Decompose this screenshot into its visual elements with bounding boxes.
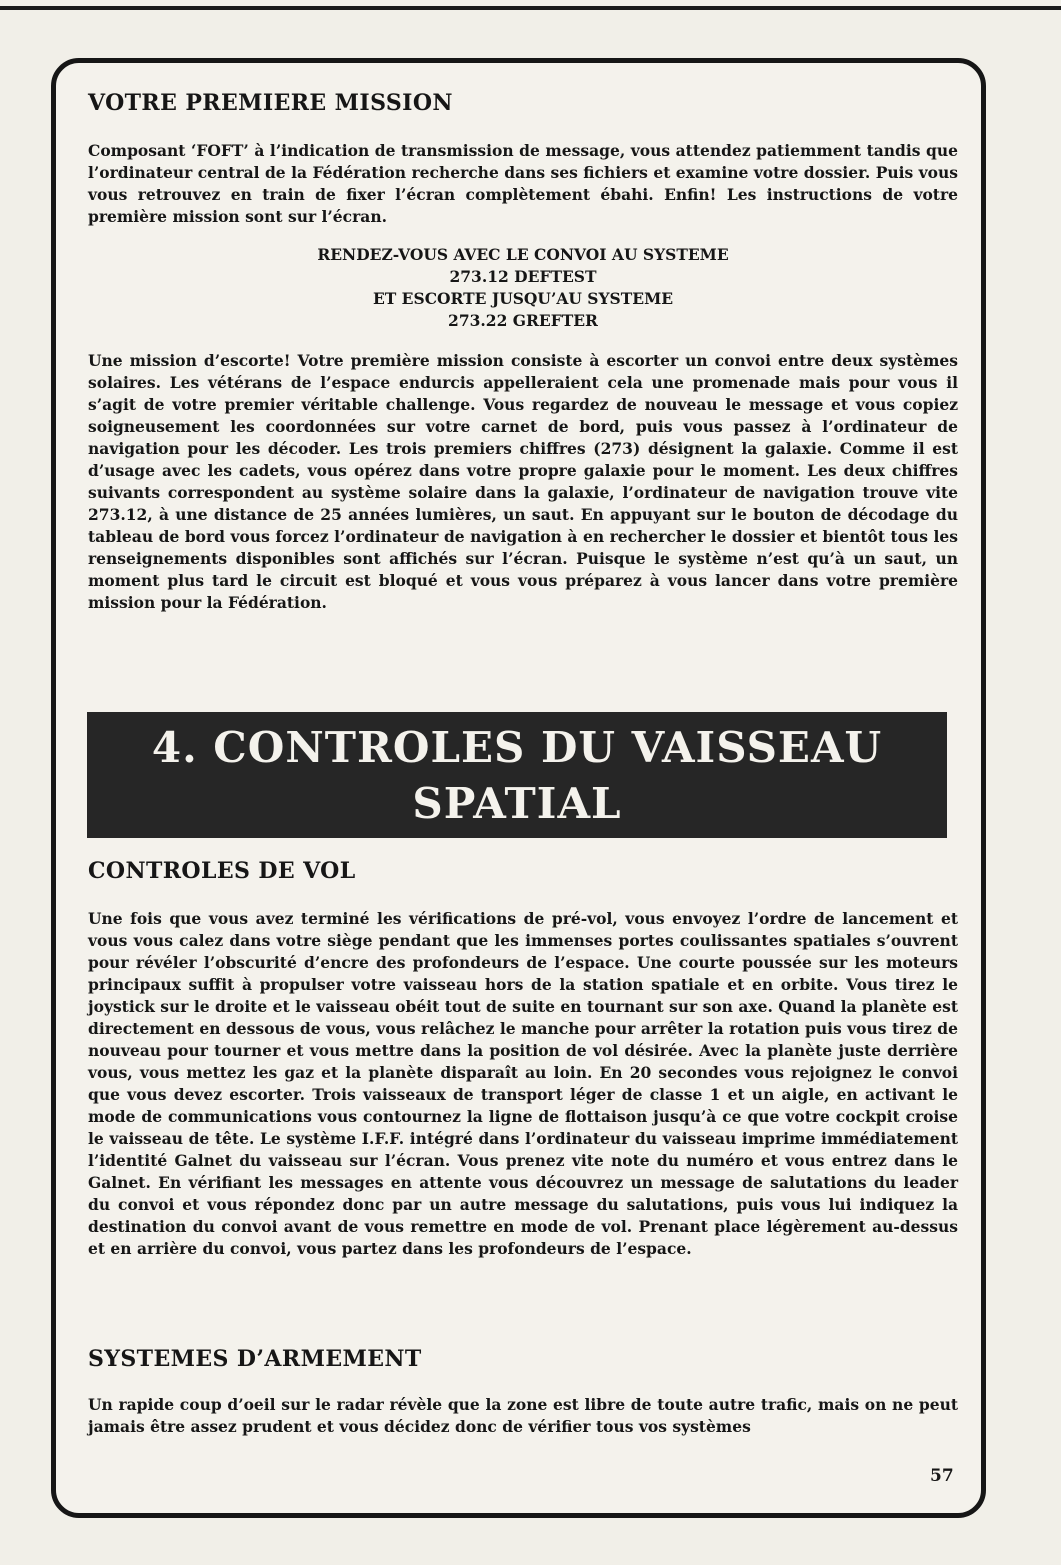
heading-weapons: SYSTEMES D’ARMEMENT [88, 1346, 422, 1372]
chapter-title-line-1: 4. CONTROLES DU VAISSEAU [151, 723, 883, 772]
section-first-mission [88, 88, 958, 614]
page-number: 57 [930, 1466, 954, 1486]
mission-instructions [88, 244, 958, 332]
paragraph-intro: Composant ‘FOFT’ à l’indication de transmission de message, vous attendez patiemment tandis que l’ordinateur central de la Fédération recherche dans ses fichiers et examine votre dossier. Puis vous vous retrouvez en train de fixer l’écran complètement ébahi. Enfin! Les instructions de votre première mission sont sur l’écran. [88, 141, 958, 226]
heading-flight-controls: CONTROLES DE VOL [88, 858, 356, 884]
instruction-line-4: 273.22 GREFTER [448, 311, 598, 330]
paragraph-weapons: Un rapide coup d’oeil sur le radar révèle que la zone est libre de toute autre trafic, mais on ne peut jamais être assez prudent et vous décidez donc de vérifier tous vos systèmes [88, 1395, 958, 1436]
instruction-line-1: RENDEZ-VOUS AVEC LE CONVOI AU SYSTEME [317, 245, 729, 264]
paragraph-flight-controls: Une fois que vous avez terminé les vérifications de pré-vol, vous envoyez l’ordre de lancement et vous vous calez dans votre siège pendant que les immenses portes coulissantes spatiales s’ouvrent pour révéler l’obscurité d’encre des profondeurs de l’espace. Une courte poussée sur les moteurs principaux suffit à propulser votre vaisseau hors de la station spatiale et en orbite. Vous tirez le joystick sur le droite et le vaisseau obéit tout de suite en tournant sur son axe. Quand la planète est directement en dessous de vous, vous relâchez le manche pour arrêter la rotation puis vous tirez de nouveau pour tourner et vous mettre dans la position de vol désirée. Avec la planète juste derrière vous, vous mettez les gaz et la planète disparaît au loin. En 20 secondes vous rejoignez le convoi que vous devez escorter. Trois vaisseaux de transport léger de classe 1 et un aigle, en activant le mode de communications vous contournez la ligne de flottaison jusqu’à ce que votre cockpit croise le vaisseau de tête. Le système I.F.F. intégré dans l’ordinateur du vaisseau imprime immédiatement l’identité Galnet du vaisseau sur l’écran. Vous prenez vite note du numéro et vous entrez dans le Galnet. En vérifiant les messages en attente vous découvrez un message de salutations du leader du convoi et vous répondez donc par un autre message du salutations, puis vous lui indiquez la destination du convoi avant de vous remettre en mode de vol. Prenant place légèrement au-dessus et en arrière du convoi, vous partez dans les profondeurs de l’espace. [88, 909, 958, 1258]
top-rule [0, 6, 1061, 10]
chapter-banner [87, 712, 947, 838]
section-weapons [88, 1344, 958, 1438]
paragraph-escort: Une mission d’escorte! Votre première mission consiste à escorter un convoi entre deux systèmes solaires. Les vétérans de l’espace endurcis appelleraient cela une promenade mais pour vous il s’agit de votre premier véritable challenge. Vous regardez de nouveau le message et vous copiez soigneusement les coordonnées sur votre carnet de bord, puis vous passez à l’ordinateur de navigation pour les décoder. Les trois premiers chiffres (273) désignent la galaxie. Comme il est d’usage avec les cadets, vous opérez dans votre propre galaxie pour le moment. Les deux chiffres suivants correspondent au système solaire dans la galaxie, l’ordinateur de navigation trouve vite 273.12, à une distance de 25 années lumières, un saut. En appuyant sur le bouton de décodage du tableau de bord vous forcez l’ordinateur de navigation à en rechercher le dossier et bientôt tous les renseignements disponibles sont affichés sur l’écran. Puisque le système n’est qu’à un saut, un moment plus tard le circuit est bloqué et vous vous préparez à vous lancer dans votre première mission pour la Fédération. [88, 351, 958, 612]
chapter-title-line-2: SPATIAL [412, 779, 622, 828]
instruction-line-2: 273.12 DEFTEST [449, 267, 597, 286]
instruction-line-3: ET ESCORTE JUSQU’AU SYSTEME [372, 289, 674, 308]
section-flight-controls [88, 856, 958, 1260]
heading-first-mission: VOTRE PREMIERE MISSION [88, 90, 453, 116]
